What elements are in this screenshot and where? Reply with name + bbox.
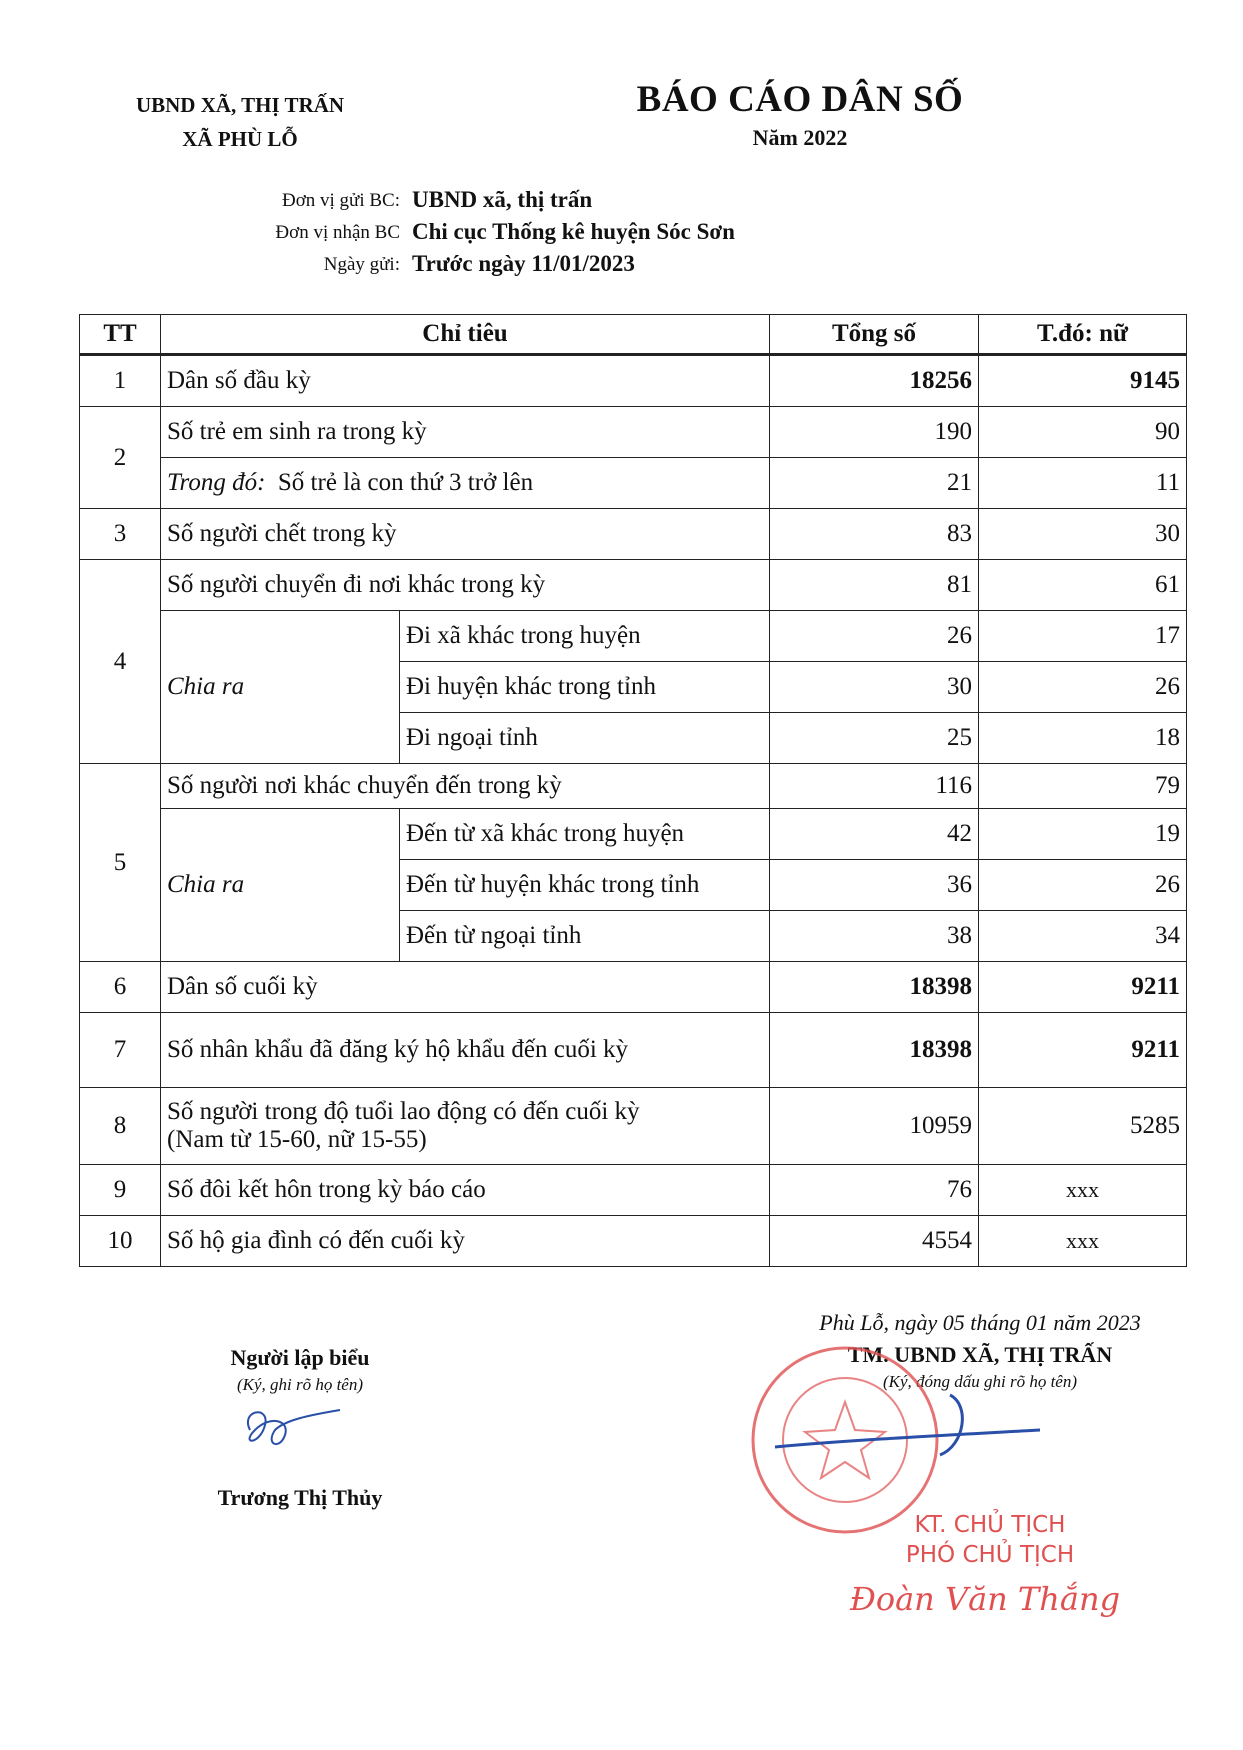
approver-title: TM. UBND XÃ, THỊ TRẤN — [847, 1342, 1113, 1367]
cell-tt: 1 — [80, 355, 161, 407]
cell-total: 38 — [770, 911, 979, 962]
cell-total: 36 — [770, 860, 979, 911]
population-table — [79, 314, 1187, 1267]
cell-label — [161, 458, 770, 509]
meta-label: Đơn vị gửi BC: — [282, 190, 400, 211]
stamp-text — [870, 1510, 1110, 1570]
org-line2: XÃ PHÙ LỖ — [182, 127, 298, 151]
cell-label: Số người nơi khác chuyển đến trong kỳ — [161, 764, 770, 809]
cell-tt: 7 — [80, 1013, 161, 1088]
cell-female: 34 — [979, 911, 1187, 962]
cell-label: Số người chết trong kỳ — [161, 509, 770, 560]
cell-total: 116 — [770, 764, 979, 809]
meta-label: Đơn vị nhận BC — [275, 222, 400, 243]
cell-female: 18 — [979, 713, 1187, 764]
cell-label-line2: (Nam từ 15-60, nữ 15-55) — [167, 1126, 427, 1153]
org-line1: UBND XÃ, THỊ TRẤN — [135, 93, 345, 117]
cell-label: Đến từ huyện khác trong tỉnh — [400, 860, 770, 911]
cell-total: 76 — [770, 1165, 979, 1216]
cell-label: Số người chuyển đi nơi khác trong kỳ — [161, 560, 770, 611]
cell-female: 5285 — [979, 1088, 1187, 1165]
cell-female: 9211 — [979, 962, 1187, 1013]
cell-label: Số hộ gia đình có đến cuối kỳ — [161, 1216, 770, 1267]
cell-label: Số đôi kết hôn trong kỳ báo cáo — [161, 1165, 770, 1216]
cell-total: 10959 — [770, 1088, 979, 1165]
cell-total: 83 — [770, 509, 979, 560]
table-header-row — [80, 315, 1187, 355]
cell-female: 9211 — [979, 1013, 1187, 1088]
table-row — [80, 1216, 1187, 1267]
cell-label: Dân số cuối kỳ — [161, 962, 770, 1013]
cell-label: Số trẻ em sinh ra trong kỳ — [161, 407, 770, 458]
cell-tt: 4 — [80, 560, 161, 764]
cell-female: 9145 — [979, 355, 1187, 407]
cell-female: 19 — [979, 809, 1187, 860]
cell-female: xxx — [979, 1216, 1187, 1267]
meta-value: Trước ngày 11/01/2023 — [412, 251, 635, 276]
cell-prefix: Trong đó: — [167, 469, 266, 496]
cell-total: 190 — [770, 407, 979, 458]
cell-total: 18398 — [770, 962, 979, 1013]
preparer-signature-block — [170, 1345, 430, 1511]
table-row — [80, 1165, 1187, 1216]
cell-tt: 9 — [80, 1165, 161, 1216]
cell-label-text: Số trẻ là con thứ 3 trở lên — [277, 469, 534, 496]
cell-total: 4554 — [770, 1216, 979, 1267]
cell-female: 30 — [979, 509, 1187, 560]
cell-total: 18398 — [770, 1013, 979, 1088]
cell-label: Đi xã khác trong huyện — [400, 611, 770, 662]
cell-group: Chia ra — [161, 611, 400, 764]
cell-total: 81 — [770, 560, 979, 611]
table-row — [80, 611, 1187, 662]
cell-total: 26 — [770, 611, 979, 662]
meta-label: Ngày gửi: — [323, 254, 400, 275]
cell-label: Đi huyện khác trong tỉnh — [400, 662, 770, 713]
cell-total: 30 — [770, 662, 979, 713]
cell-female: 26 — [979, 860, 1187, 911]
approver-note: (Ký, đóng dấu ghi rõ họ tên) — [882, 1372, 1078, 1391]
preparer-signature-scribble — [230, 1400, 350, 1460]
table-row — [80, 764, 1187, 809]
table-row — [80, 458, 1187, 509]
cell-tt: 10 — [80, 1216, 161, 1267]
col-indicator: Chỉ tiêu — [161, 315, 770, 355]
cell-female: xxx — [979, 1165, 1187, 1216]
col-tt: TT — [80, 315, 161, 355]
cell-tt: 6 — [80, 962, 161, 1013]
issuing-org — [110, 88, 370, 156]
table-row — [80, 509, 1187, 560]
cell-label — [161, 1088, 770, 1165]
cell-label-line1: Số người trong độ tuổi lao động có đến cuối kỳ — [167, 1098, 640, 1125]
table-row — [80, 809, 1187, 860]
cell-female: 79 — [979, 764, 1187, 809]
preparer-name: Trương Thị Thủy — [217, 1485, 383, 1510]
meta-value: Chi cục Thống kê huyện Sóc Sơn — [412, 219, 735, 244]
table-row — [80, 1088, 1187, 1165]
cell-label: Dân số đầu kỳ — [161, 355, 770, 407]
cell-female: 17 — [979, 611, 1187, 662]
col-female: T.đó: nữ — [979, 315, 1187, 355]
table-row — [80, 560, 1187, 611]
cell-female: 90 — [979, 407, 1187, 458]
cell-label: Đến từ ngoại tỉnh — [400, 911, 770, 962]
cell-total: 25 — [770, 713, 979, 764]
table-row — [80, 1013, 1187, 1088]
table-row — [80, 407, 1187, 458]
approver-signature-stroke — [770, 1385, 1050, 1465]
stamp-line1: KT. CHỦ TỊCH — [914, 1512, 1066, 1538]
cell-female: 61 — [979, 560, 1187, 611]
cell-female: 11 — [979, 458, 1187, 509]
cell-total: 18256 — [770, 355, 979, 407]
report-heading — [600, 78, 1000, 151]
preparer-note: (Ký, ghi rõ họ tên) — [236, 1375, 364, 1394]
table-row — [80, 355, 1187, 407]
cell-tt: 8 — [80, 1088, 161, 1165]
stamp-line2: PHÓ CHỦ TỊCH — [905, 1542, 1075, 1568]
cell-total: 21 — [770, 458, 979, 509]
cell-label: Đến từ xã khác trong huyện — [400, 809, 770, 860]
stamp-name: Đoàn Văn Thắng — [850, 1580, 1121, 1618]
cell-tt: 2 — [80, 407, 161, 509]
table-row — [80, 962, 1187, 1013]
cell-total: 42 — [770, 809, 979, 860]
cell-group: Chia ra — [161, 809, 400, 962]
report-title: BÁO CÁO DÂN SỐ — [636, 79, 964, 120]
cell-label: Đi ngoại tỉnh — [400, 713, 770, 764]
cell-female: 26 — [979, 662, 1187, 713]
cell-label: Số nhân khẩu đã đăng ký hộ khẩu đến cuối kỳ — [161, 1013, 770, 1088]
preparer-title: Người lập biểu — [230, 1345, 370, 1370]
cell-tt: 5 — [80, 764, 161, 962]
col-total: Tổng số — [770, 315, 979, 355]
cell-tt: 3 — [80, 509, 161, 560]
report-year: Năm 2022 — [752, 125, 848, 150]
sign-date: Phù Lỗ, ngày 05 tháng 01 năm 2023 — [819, 1310, 1141, 1335]
meta-value: UBND xã, thị trấn — [412, 187, 593, 212]
